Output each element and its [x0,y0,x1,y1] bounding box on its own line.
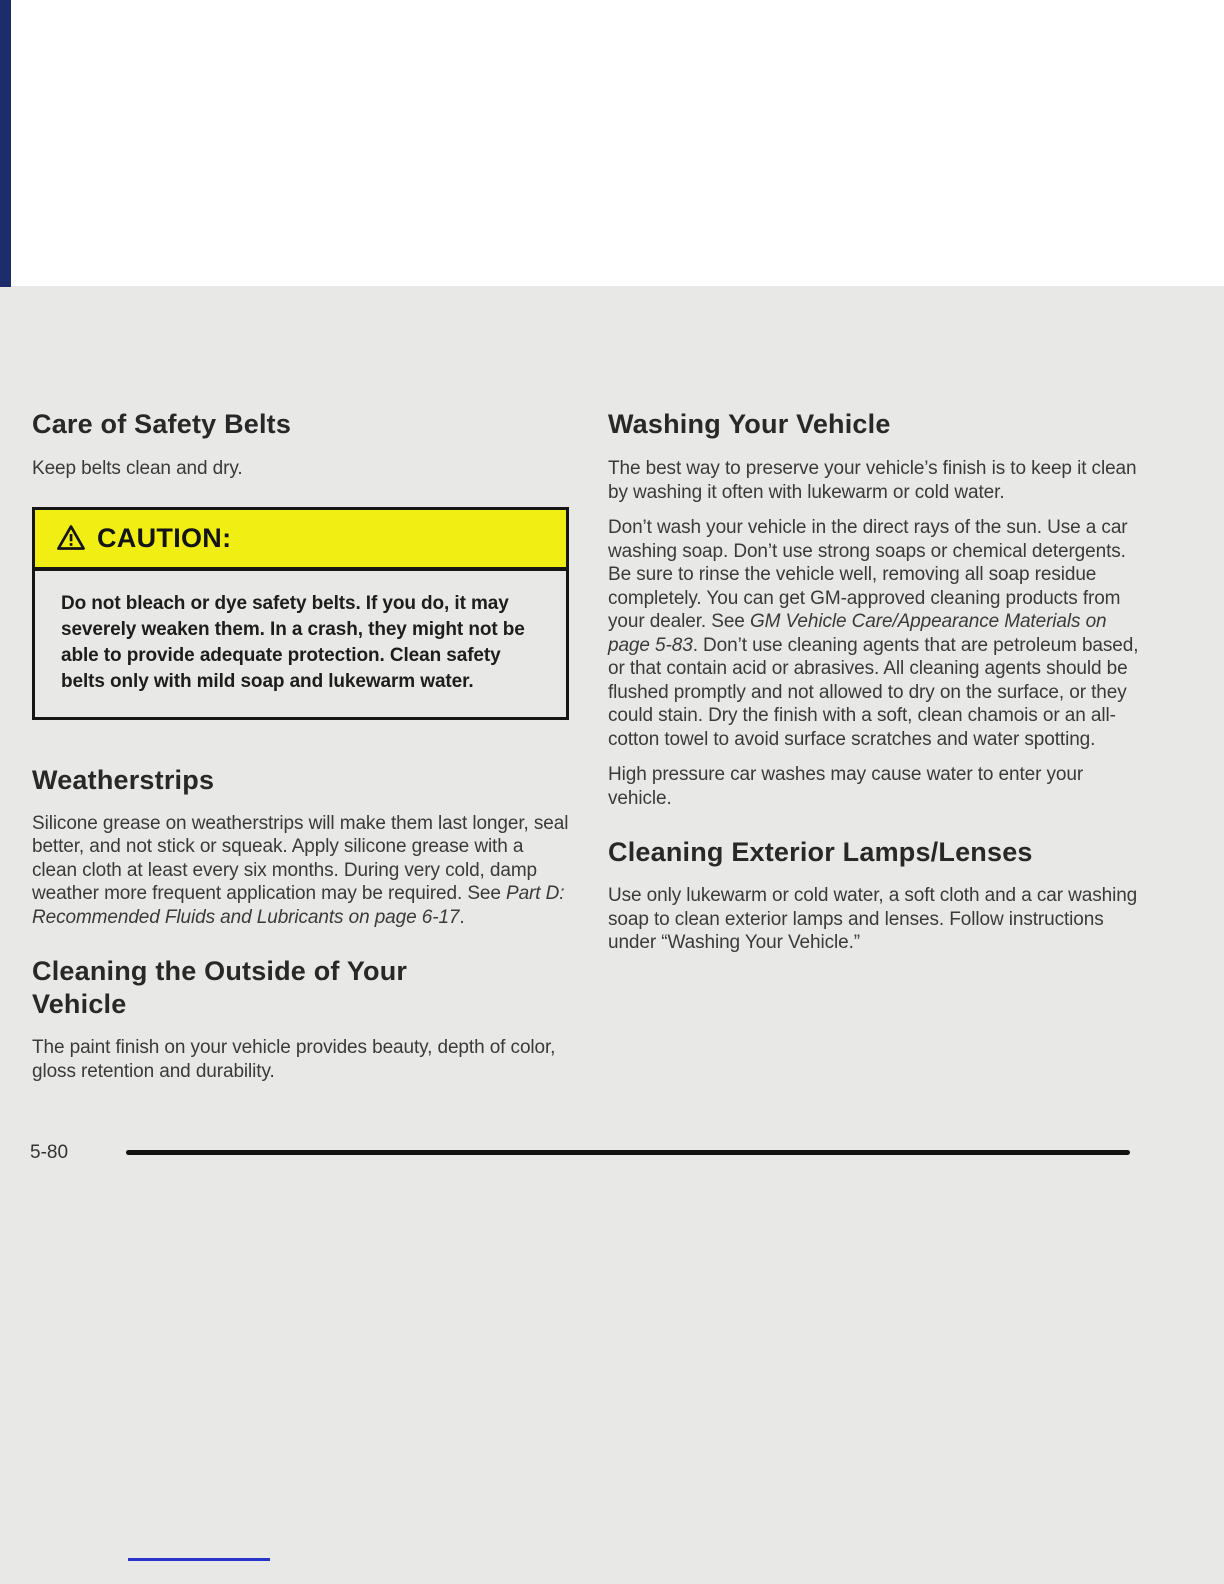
caution-box [32,507,569,720]
bottom-blue-mark [128,1558,270,1561]
washing-paragraph-3: High pressure car washes may cause water to enter your vehicle. [608,764,1084,809]
lamps-paragraph: Use only lukewarm or cold water, a soft cloth and a car washing soap to clean exterior lamps and lenses. Follow instructions under “Washing Your Vehicle.” [608,885,1138,953]
washing-text-end: . Don’t use cleaning agents that are petroleum based, or that contain acid or abrasives. All cleaning agents should be flushed promptly and not allowed to dry on the surface, or they could stain. Dry the finish with a soft, clean chamois or an all-cotton towel to avoid surface scratches and water spotting. [608,634,1139,750]
caution-label: CAUTION: [97,522,232,553]
heading-care-of-safety-belts: Care of Safety Belts [32,409,292,439]
care-of-safety-belts-intro: Keep belts clean and dry. [32,458,243,479]
washing-paragraph-1: The best way to preserve your vehicle’s finish is to keep it clean by washing it often with lukewarm or cold water. [608,458,1137,503]
footer-rule [126,1150,1130,1155]
left-column [32,408,572,1083]
cleaning-outside-paragraph: The paint finish on your vehicle provides beauty, depth of color, gloss retention and durability. [32,1037,556,1082]
caution-header [35,510,566,571]
weatherstrips-paragraph [32,812,572,930]
caution-text: Do not bleach or dye safety belts. If you do, it may severely weaken them. In a crash, they might not be able to provide adequate protection. Clean safety belts only with mild soap and lukewarm water. [61,592,525,692]
washing-paragraph-2 [608,516,1140,751]
weatherstrips-text: Silicone grease on weatherstrips will make them last longer, seal better, and not stick or squeak. Apply silicone grease with a clean cloth at least every six months. During very cold, damp weather more frequent application may be required. See [32,812,569,904]
heading-cleaning-exterior-lamps: Cleaning Exterior Lamps/Lenses [608,837,1033,867]
page-number: 5-80 [30,1142,69,1163]
weatherstrips-text-end: . [459,906,465,928]
right-column [608,408,1140,955]
binding-edge-bar [0,0,11,287]
warning-triangle-icon [57,524,85,552]
washing-reference-italic: GM Vehicle Care/Appearance Materials on page 5-83 [608,611,1107,656]
heading-weatherstrips: Weatherstrips [32,764,215,795]
weatherstrips-reference-italic: Part D: Recommended Fluids and Lubricants on page 6-17 [32,883,565,928]
heading-cleaning-outside: Cleaning the Outside of Your Vehicle [32,956,408,1019]
heading-washing-your-vehicle: Washing Your Vehicle [608,409,891,439]
washing-text: Don’t wash your vehicle in the direct rays of the sun. Use a car washing soap. Don’t use strong soaps or chemical detergents. Be sure to rinse the vehicle well, removing all soap residue completely. You can get GM-approved cleaning products from your dealer. See [608,517,1128,632]
